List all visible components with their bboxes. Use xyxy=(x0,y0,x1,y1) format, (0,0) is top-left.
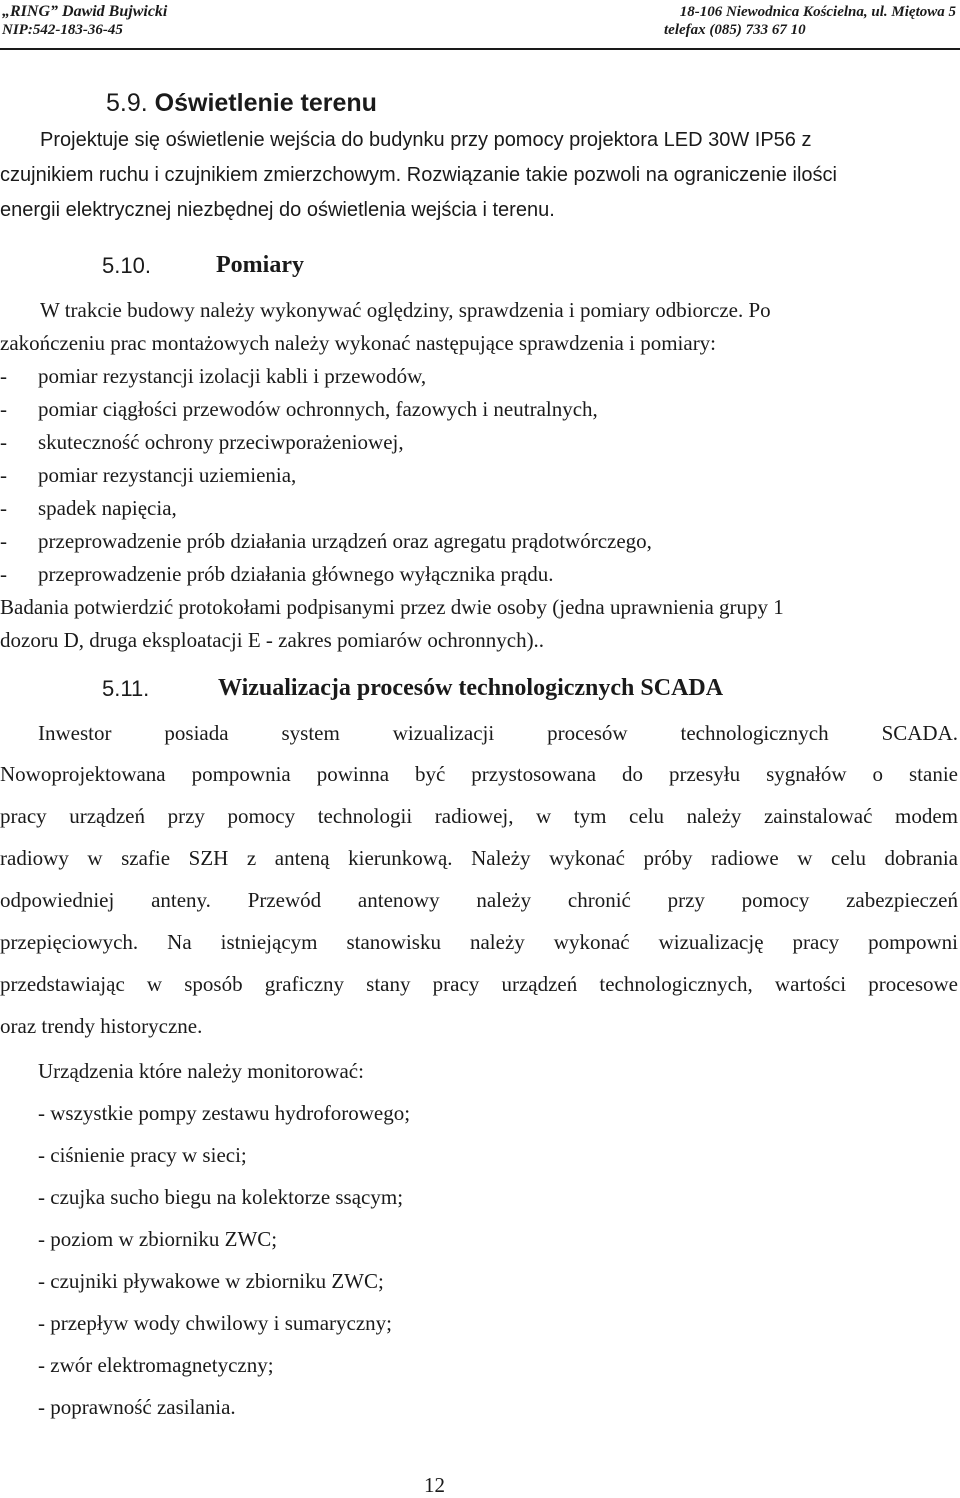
section-5-11-heading xyxy=(102,676,902,708)
list-item: - poziom w zbiorniku ZWC; xyxy=(38,1227,278,1251)
header-company: „RING” Dawid Bujwicki xyxy=(2,3,168,20)
page-number: 12 xyxy=(424,1473,445,1497)
list-item: - spadek napięcia, xyxy=(0,496,177,520)
section-5-9-body xyxy=(0,123,958,228)
section-5-11-body xyxy=(0,713,958,1047)
list-item: - poprawność zasilania. xyxy=(38,1395,236,1419)
section-5-11-line-1: Inwestor posiada system wizualizacji procesów technologicznych SCADA. xyxy=(38,721,958,745)
list-item: - pomiar rezystancji uziemienia, xyxy=(0,463,297,487)
section-5-11-line-6: przepięciowych. Na istniejącym stanowisku należy wykonać wizualizację pracy pompowni xyxy=(0,930,958,954)
section-5-10-line-2: zakończeniu prac montażowych należy wykonać następujące sprawdzenia i pomiary: xyxy=(0,331,717,355)
section-5-9-number: 5.9. xyxy=(106,89,148,117)
list-item: - pomiar rezystancji izolacji kabli i przewodów, xyxy=(0,364,427,388)
list-item: - pomiar ciągłości przewodów ochronnych, fazowych i neutralnych, xyxy=(0,397,598,421)
section-5-11-line-8: oraz trendy historyczne. xyxy=(0,1014,203,1038)
section-5-9-line-1: Projektuje się oświetlenie wejścia do budynku przy pomocy projektora LED 30W IP56 z xyxy=(40,129,812,151)
section-5-10-body xyxy=(0,294,958,360)
section-5-11-number: 5.11. xyxy=(102,676,150,701)
header-nip: NIP:542-183-36-45 xyxy=(2,22,123,38)
section-5-9-title: Oświetlenie terenu xyxy=(154,89,377,117)
section-5-11-line-7: przedstawiając w sposób graficzny stany pracy urządzeń technologicznych, wartości procesowe xyxy=(0,972,958,996)
section-5-9-heading xyxy=(106,88,377,118)
section-5-9-line-2: czujnikiem ruchu i czujnikiem zmierzchowym. Rozwiązanie takie pozwoli na ograniczenie ilości xyxy=(0,164,837,186)
section-5-10-line-1: W trakcie budowy należy wykonywać oględziny, sprawdzenia i pomiary odbiorcze. Po xyxy=(40,298,771,322)
section-5-10-number: 5.10. xyxy=(102,253,151,278)
monitor-intro: Urządzenia które należy monitorować: xyxy=(38,1059,364,1083)
page-header xyxy=(0,0,960,52)
section-5-11-title: Wizualizacja procesów technologicznych SCADA xyxy=(218,675,724,701)
list-item: - ciśnienie pracy w sieci; xyxy=(38,1143,247,1167)
header-phone: telefax (085) 733 67 10 xyxy=(664,22,806,38)
monitor-section xyxy=(38,1050,938,1428)
measurement-list xyxy=(0,360,958,591)
section-5-11-line-2: Nowoprojektowana pompownia powinna być przystosowana do przesyłu sygnałów o stanie xyxy=(0,762,958,786)
section-5-11-line-3: pracy urządzeń przy pomocy technologii radiowej, w tym celu należy zainstalować modem xyxy=(0,804,958,828)
header-address: 18-106 Niewodnica Kościelna, ul. Miętowa 5 xyxy=(679,4,956,20)
section-5-9-line-3: energii elektrycznej niezbędnej do oświetlenia wejścia i terenu. xyxy=(0,199,555,221)
list-item: - zwór elektromagnetyczny; xyxy=(38,1353,274,1377)
header-rule xyxy=(0,48,960,50)
list-item: - czujka sucho biegu na kolektorze ssącym; xyxy=(38,1185,404,1209)
list-item: - przepływ wody chwilowy i sumaryczny; xyxy=(38,1311,392,1335)
section-5-10-title: Pomiary xyxy=(216,252,304,278)
list-item: - wszystkie pompy zestawu hydroforowego; xyxy=(38,1101,411,1125)
list-item: - przeprowadzenie prób działania urządzeń oraz agregatu prądotwórczego, xyxy=(0,529,652,553)
list-item: - przeprowadzenie prób działania głównego wyłącznika prądu. xyxy=(0,562,554,586)
section-5-11-line-4: radiowy w szafie SZH z anteną kierunkową. Należy wykonać próby radiowe w celu dobrania xyxy=(0,846,958,870)
section-5-10-heading xyxy=(102,253,502,285)
section-5-10-closing-2: dozoru D, druga eksploatacji E - zakres pomiarów ochronnych).. xyxy=(0,628,545,652)
section-5-10-closing xyxy=(0,591,958,657)
section-5-11-line-5: odpowiedniej anteny. Przewód antenowy należy chronić przy pomocy zabezpieczeń xyxy=(0,888,958,912)
list-item: - skuteczność ochrony przeciwporażeniowej, xyxy=(0,430,404,454)
list-item: - czujniki pływakowe w zbiorniku ZWC; xyxy=(38,1269,384,1293)
section-5-10-closing-1: Badania potwierdzić protokołami podpisanymi przez dwie osoby (jedna uprawnienia grupy 1 xyxy=(0,595,784,619)
